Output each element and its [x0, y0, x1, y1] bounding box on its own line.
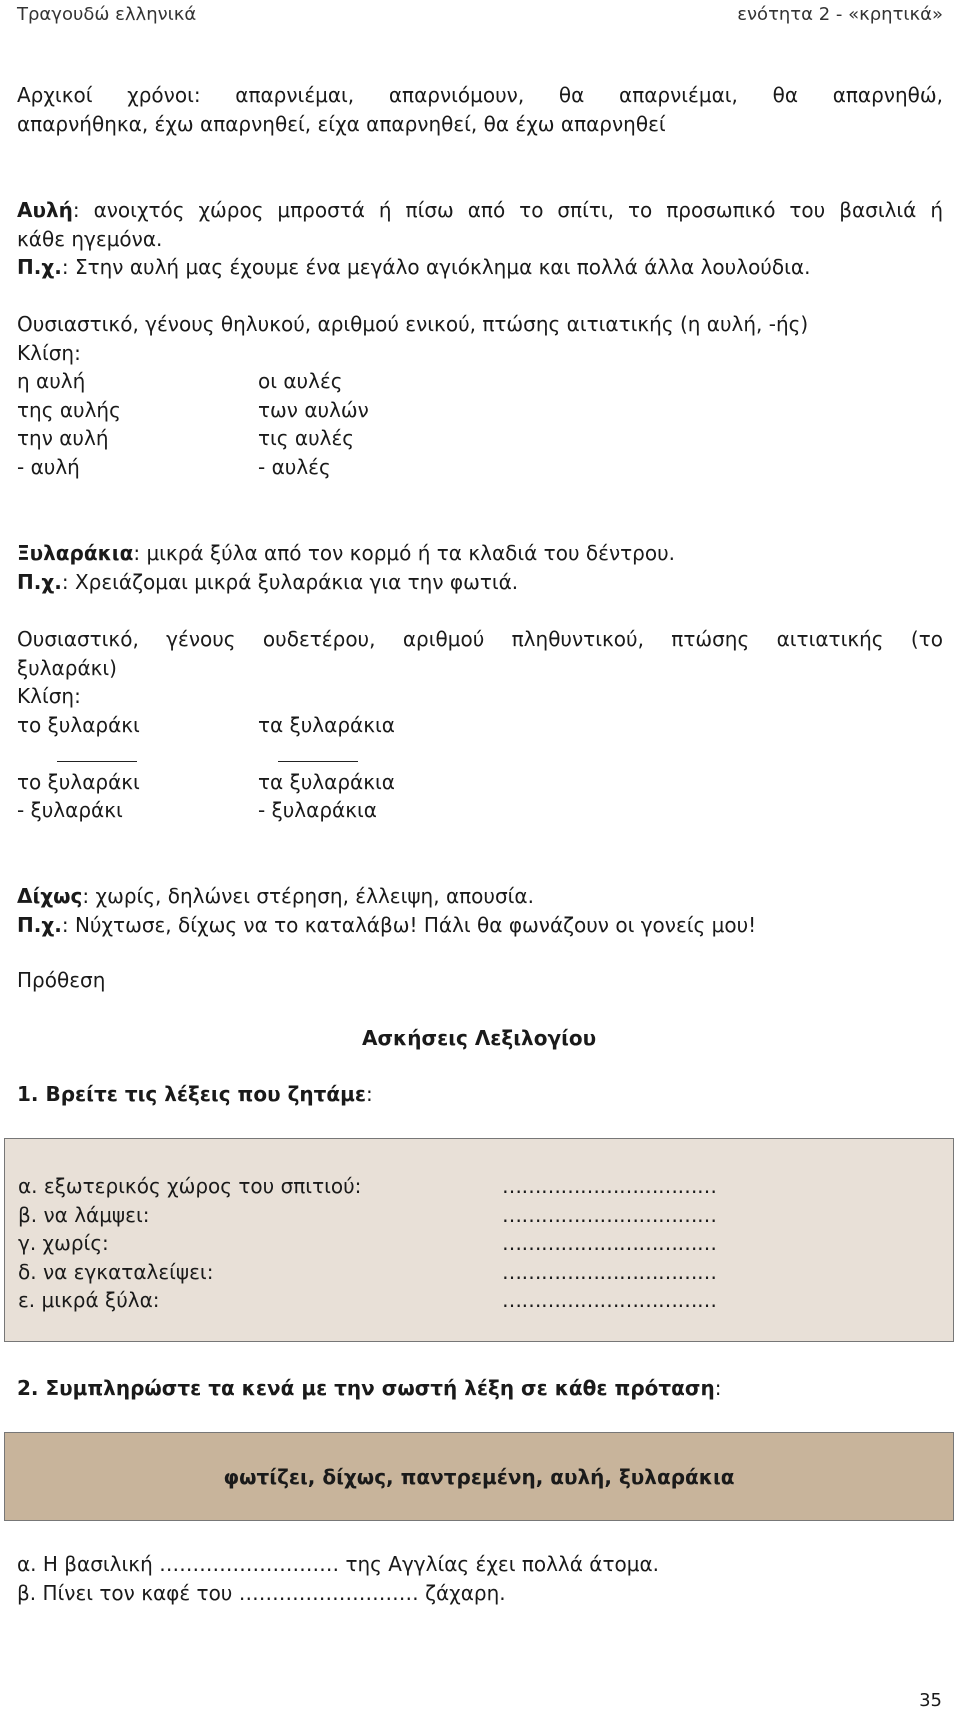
xylarakia-def: : μικρά ξύλα από τον κορμό ή τα κλαδιά του δέντρου. [133, 541, 676, 565]
xylarakia-entry [17, 539, 943, 596]
xylarakia-grammar-line-1: Ουσιαστικό, γένους ουδετέρου, αριθμού πληθυντικού, πτώσης αιτιατικής (το [17, 627, 943, 651]
answer-blank[interactable]: …………………………… [502, 1231, 717, 1255]
answer-blank[interactable]: …………………………… [502, 1202, 717, 1227]
decl-sg: την αυλή [17, 426, 109, 450]
dixos-example-label: Π.χ. [17, 912, 62, 937]
xylarakia-term: Ξυλαράκια [17, 541, 134, 565]
xylarakia-decl-row [17, 711, 943, 740]
dixos-def: : χωρίς, δηλώνει στέρηση, έλλειψη, απουσία. [82, 884, 534, 908]
dixos-example-text: : Νύχτωσε, δίχως να το καταλάβω! Πάλι θα φωνάζουν οι γονείς μου! [61, 912, 757, 937]
dixos-definition [17, 882, 943, 911]
decl-sg: - ξυλαράκι [17, 798, 123, 822]
dixos-entry [17, 882, 943, 939]
avli-definition-line-2: κάθε ηγεμόνα. [17, 226, 163, 251]
xylarakia-example-label: Π.χ. [17, 569, 62, 594]
item-label: β. να λάμψει: [18, 1202, 150, 1227]
item-label: α. εξωτερικός χώρος του σπιτιού: [18, 1174, 362, 1198]
exercise-2-heading: 2. Συμπληρώστε τα κενά με την σωστή λέξη σε κάθε πρόταση [17, 1376, 715, 1400]
avli-decl-row [17, 396, 943, 425]
xylarakia-example [17, 568, 943, 597]
avli-grammar [17, 310, 943, 481]
avli-grammar-text: Ουσιαστικό, γένους θηλυκού, αριθμού ενικού, πτώσης αιτιατικής (η αυλή, -ής) [17, 312, 809, 336]
xylarakia-decl-row-blank [17, 739, 943, 768]
sentence-start: α. Η βασιλική [17, 1552, 160, 1576]
exercise-1-title [17, 1080, 943, 1109]
exercise-2-colon: : [714, 1376, 722, 1400]
exercise-2-item [17, 1579, 943, 1608]
avli-def-1: : ανοιχτός χώρος μπροστά ή πίσω από το σπίτι, το προσωπικό του βασιλιά ή [72, 198, 943, 222]
dixos-pos: Πρόθεση [17, 968, 106, 992]
decl-pl: - ξυλαράκια [258, 798, 377, 822]
exercise-2-item [17, 1550, 943, 1579]
avli-klisi-label: Κλίση: [17, 340, 81, 365]
exercises-title: Ασκήσεις Λεξιλογίου [362, 1026, 597, 1050]
word-bank: φωτίζει, δίχως, παντρεμένη, αυλή, ξυλαράκια [223, 1464, 735, 1489]
exercise-1-heading: 1. Βρείτε τις λέξεις που ζητάμε [17, 1082, 366, 1106]
answer-blank[interactable]: ……………………… [159, 1552, 340, 1576]
verb-tenses [17, 81, 943, 138]
decl-pl: των αυλών [258, 397, 369, 422]
exercise-2-title [17, 1374, 943, 1403]
decl-sg: της αυλής [17, 397, 121, 422]
avli-example [17, 253, 943, 282]
avli-term: Αυλή [17, 198, 73, 222]
xylarakia-definition [17, 539, 943, 568]
decl-sg: - αυλή [17, 454, 80, 479]
page-number: 35 [919, 1690, 942, 1711]
xylarakia-example-text: : Χρειάζομαι μικρά ξυλαράκια για την φωτιά. [61, 569, 519, 594]
xylarakia-decl-row [17, 796, 943, 825]
avli-decl-row [17, 424, 943, 453]
decl-pl: - αυλές [258, 454, 331, 479]
blank-rule [278, 761, 358, 762]
xylarakia-klisi-label: Κλίση: [17, 684, 81, 708]
verb-tenses-line-1: Αρχικοί χρόνοι: απαρνιέμαι, απαρνιόμουν, θα απαρνιέμαι, θα απαρνηθώ, [17, 83, 943, 107]
sentence-start: β. Πίνει τον καφέ του [17, 1580, 239, 1605]
item-label: δ. να εγκαταλείψει: [18, 1259, 214, 1284]
item-label: ε. μικρά ξύλα: [18, 1288, 160, 1312]
word-bank-box [4, 1432, 954, 1521]
header-section: ενότητα 2 - «κρητικά» [737, 4, 943, 25]
decl-pl: τις αυλές [258, 426, 355, 450]
xylarakia-grammar [17, 625, 943, 825]
avli-entry [17, 196, 943, 282]
avli-example-label: Π.χ. [17, 255, 62, 279]
avli-definition-line-1 [17, 196, 943, 225]
decl-sg: το ξυλαράκι [17, 712, 140, 737]
xylarakia-decl-row [17, 768, 943, 797]
exercise-1-box [4, 1138, 954, 1342]
exercise-1-colon: : [365, 1082, 373, 1106]
page-header [17, 4, 943, 30]
sentence-end: της Αγγλίας έχει πολλά άτομα. [339, 1552, 660, 1576]
answer-blank[interactable]: ……………………… [238, 1580, 419, 1605]
blank-rule [57, 761, 137, 762]
decl-sg: το ξυλαράκι [17, 769, 140, 794]
xylarakia-grammar-line-2: ξυλαράκι) [17, 655, 117, 680]
answer-blank[interactable]: …………………………… [502, 1288, 717, 1312]
answer-blank[interactable]: …………………………… [502, 1259, 717, 1284]
avli-example-text: : Στην αυλή μας έχουμε ένα μεγάλο αγιόκλημα και πολλά άλλα λουλούδια. [61, 255, 811, 279]
decl-sg: η αυλή [17, 369, 86, 393]
decl-pl: οι αυλές [258, 369, 343, 393]
sentence-end: ζάχαρη. [418, 1580, 506, 1605]
exercise-2-items [17, 1550, 943, 1607]
dixos-example [17, 911, 943, 940]
header-title: Τραγουδώ ελληνικά [17, 4, 197, 25]
avli-decl-row [17, 453, 943, 482]
avli-decl-row [17, 367, 943, 396]
answer-blank[interactable]: …………………………… [502, 1174, 717, 1198]
decl-pl: τα ξυλαράκια [258, 712, 395, 737]
item-label: γ. χωρίς: [18, 1231, 109, 1255]
decl-pl: τα ξυλαράκια [258, 769, 395, 794]
verb-tenses-line-2: απαρνήθηκα, έχω απαρνηθεί, είχα απαρνηθεί, θα έχω απαρνηθεί [17, 111, 666, 136]
dixos-term: Δίχως [17, 884, 83, 908]
